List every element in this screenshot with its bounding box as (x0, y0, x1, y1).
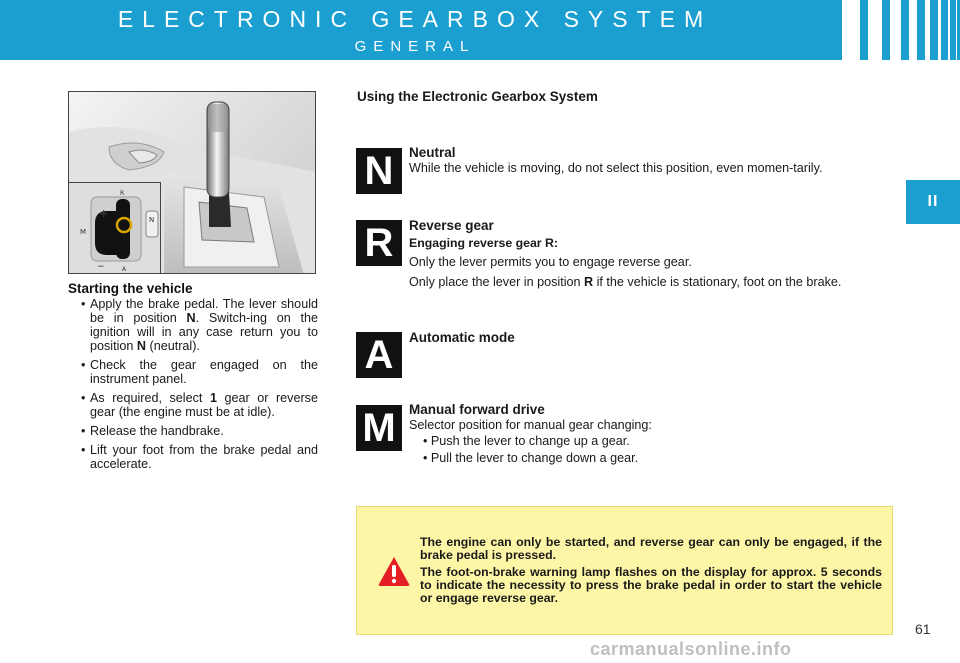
warning-paragraph-2: The foot-on-brake warning lamp flashes on the display for approx. 5 seconds to indicate the necessity to press the brake pedal in order to start the vehicle or engage reverse gear. (420, 565, 882, 605)
gear-selector-diagram (68, 182, 161, 274)
automatic-letter-icon: A (356, 332, 402, 378)
list-item: • Release the handbrake. (68, 424, 318, 438)
section-heading: Using the Electronic Gearbox System (357, 89, 598, 104)
reverse-block (409, 218, 893, 289)
neutral-text: While the vehicle is moving, do not select this position, even momen-tarily. (409, 161, 823, 175)
page-subtitle: GENERAL (354, 38, 476, 55)
inset-m-label: M (80, 228, 87, 236)
list-item: • Check the gear engaged on the instrument panel. (68, 358, 318, 386)
list-item: • Apply the brake pedal. The lever should be in position N. Switch-ing on the ignition will in any case return you to position N (neutral). (68, 297, 318, 353)
starting-heading: Starting the vehicle (68, 281, 193, 296)
page-number: 61 (915, 621, 931, 637)
neutral-letter-icon: N (356, 148, 402, 194)
list-item: • As required, select 1 gear or reverse gear (the engine must be at idle). (68, 391, 318, 419)
starting-section (68, 281, 318, 476)
list-item: • Pull the lever to change down a gear. (423, 451, 639, 465)
inset-r-label: R (120, 190, 125, 197)
inset-minus-label: − (97, 262, 105, 272)
automatic-block (409, 330, 893, 345)
inset-plus-label: + (99, 207, 109, 220)
neutral-block (409, 145, 893, 176)
warning-text (420, 536, 882, 609)
automatic-title: Automatic mode (409, 330, 515, 345)
starting-steps-list (68, 297, 318, 471)
page-title: ELECTRONIC GEARBOX SYSTEM (117, 6, 713, 32)
page-header (0, 0, 960, 60)
inset-a-label: A (122, 266, 127, 273)
manual-title: Manual forward drive (409, 402, 545, 417)
warning-triangle-icon (377, 555, 411, 592)
chapter-tab[interactable]: II (906, 180, 960, 224)
reverse-text-2: Only place the lever in position R if the vehicle is stationary, foot on the brake. (409, 274, 842, 289)
manual-letter-icon: M (356, 405, 402, 451)
neutral-title: Neutral (409, 145, 456, 160)
inset-n-label: N (149, 216, 155, 224)
reverse-subtitle: Engaging reverse gear R: (409, 236, 558, 250)
warning-paragraph-1: The engine can only be started, and reverse gear can only be engaged, if the brake pedal is pressed. (420, 535, 882, 562)
list-item: • Lift your foot from the brake pedal and accelerate. (68, 443, 318, 471)
reverse-letter-icon: R (356, 220, 402, 266)
reverse-title: Reverse gear (409, 218, 494, 233)
reverse-text-1: Only the lever permits you to engage reverse gear. (409, 255, 692, 269)
list-item: • Push the lever to change up a gear. (423, 433, 630, 448)
manual-block (409, 402, 893, 466)
watermark: carmanualsonline.info (590, 639, 792, 659)
warning-box (356, 506, 893, 635)
manual-text: Selector position for manual gear changing: (409, 418, 652, 432)
